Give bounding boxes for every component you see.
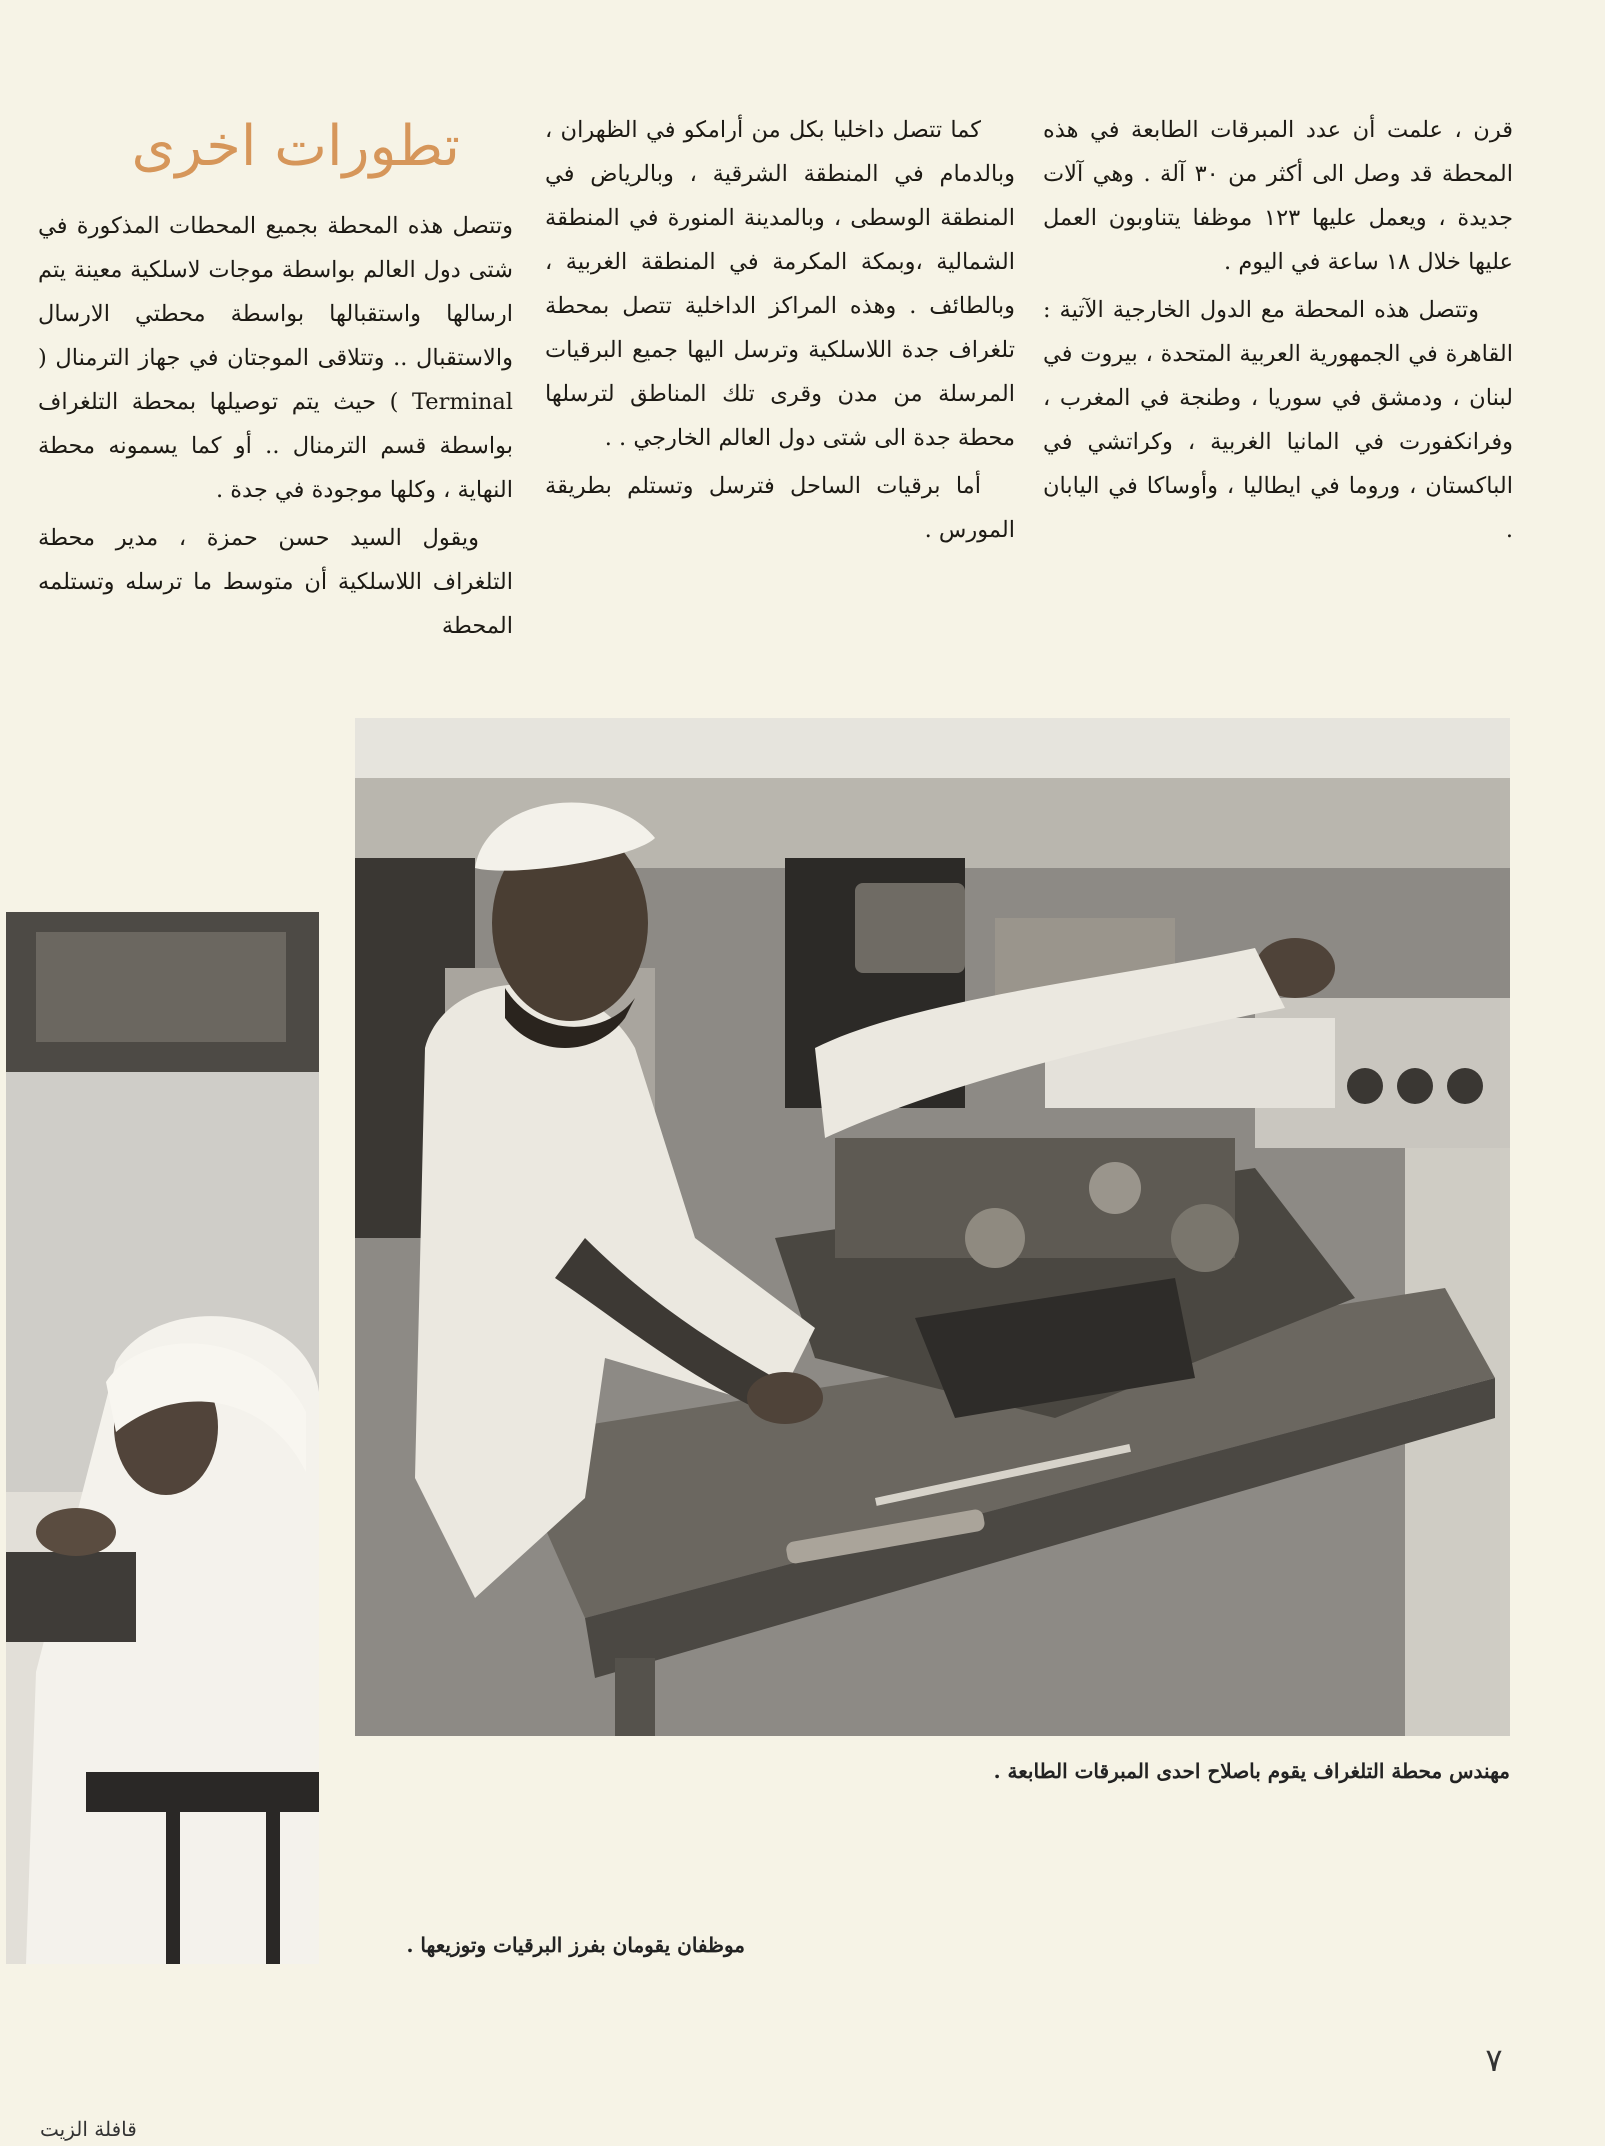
photo-caption: مهندس محطة التلغراف يقوم باصلاح احدى المبرقات الطابعة .: [993, 1759, 1510, 1783]
section-heading: تطورات اخرى: [131, 114, 460, 179]
photo-caption: موظفان يقومان بفرز البرقيات وتوزيعها .: [406, 1933, 745, 1957]
paragraph: أما برقيات الساحل فترسل وتستلم بطريقة المورس .: [545, 473, 1015, 543]
magazine-name: قافلة الزيت: [40, 2117, 137, 2141]
text-column-left: [38, 204, 513, 652]
paragraph: وتتصل هذه المحطة بجميع المحطات المذكورة في شتى دول العالم بواسطة موجات لاسلكية معينة يتم ارسالها واستقبالها بواسطة محطتي الارسال والاستقبال .. وتتلاقى الموجتان في جهاز الترمنال ( Terminal ) حيث يتم توصيلها بمحطة التلغراف بواسطة قسم الترمنال .. أو كما يسمونه محطة النهاية ، وكلها موجودة في جدة .: [38, 213, 513, 503]
paragraph: قرن ، علمت أن عدد المبرقات الطابعة في هذه المحطة قد وصل الى أكثر من ٣٠ آلة . وهي آلات جديدة ، ويعمل عليها ١٢٣ موظفا يتناوبون العمل عليها خلال ١٨ ساعة في اليوم .: [1043, 117, 1513, 275]
text-column-right: [1043, 108, 1513, 556]
paragraph: وتتصل هذه المحطة مع الدول الخارجية الآتية : القاهرة في الجمهورية العربية المتحدة ، بيروت في لبنان ، ودمشق في سوريا ، وطنجة في المغرب ، وفرانكفورت في المانيا الغربية ، وكراتشي في الباكستان ، وروما في ايطاليا ، وأوساكا في اليابان .: [1043, 297, 1513, 543]
text-column-middle: [545, 108, 1015, 556]
engineer-photo: [355, 718, 1510, 1736]
page-number: ٧: [1485, 2041, 1503, 2079]
paragraph: كما تتصل داخليا بكل من أرامكو في الظهران ، وبالدمام في المنطقة الشرقية ، وبالرياض في المنطقة الوسطى ، وبالمدينة المنورة في المنطقة الشمالية ،وبمكة المكرمة في المنطقة الغربية ، وبالطائف . وهذه المراكز الداخلية تتصل بمحطة تلغراف جدة اللاسلكية وترسل اليها جميع البرقيات المرسلة من مدن وقرى تلك المناطق لترسلها محطة جدة الى شتى دول العالم الخارجي . .: [545, 117, 1015, 451]
paragraph: ويقول السيد حسن حمزة ، مدير محطة التلغراف اللاسلكية أن متوسط ما ترسله وتستلمه المحطة: [38, 525, 513, 639]
clerks-photo: [6, 912, 319, 1964]
